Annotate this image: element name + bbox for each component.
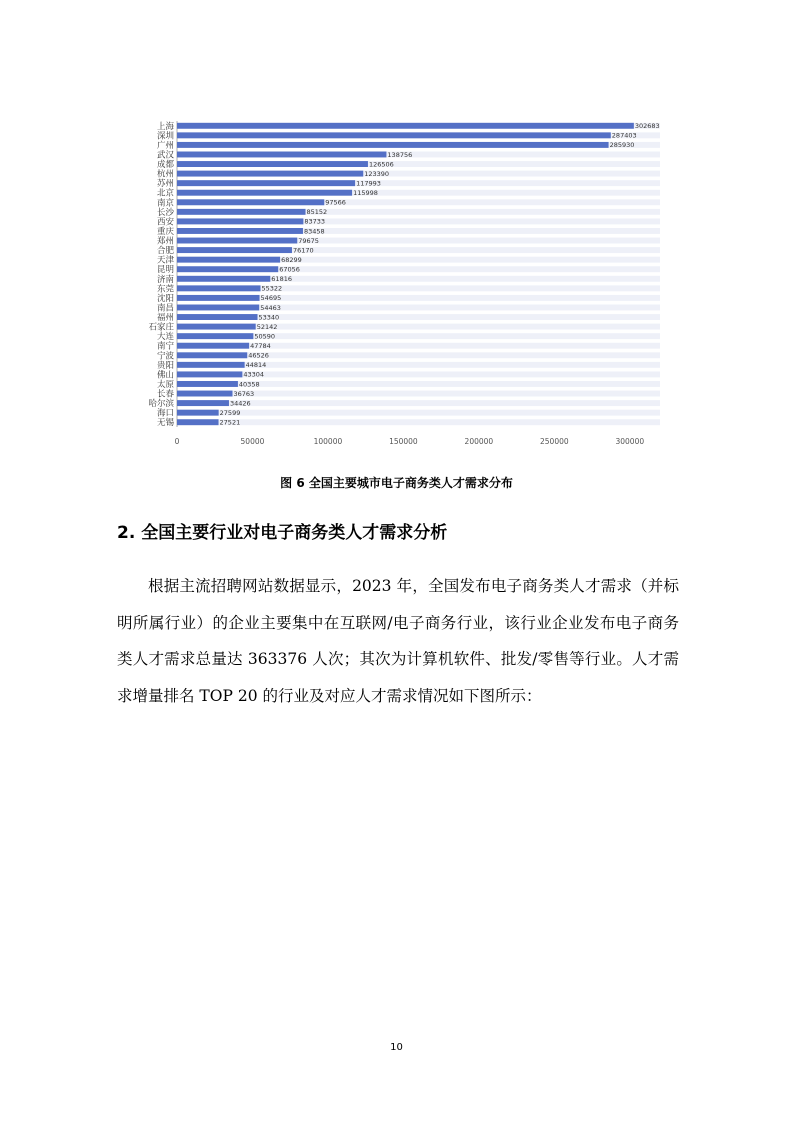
category-label: 重庆: [156, 226, 174, 237]
category-label: 北京: [156, 188, 174, 199]
category-label: 杭州: [156, 169, 174, 180]
category-label: 南京: [156, 198, 174, 209]
bar-background-band: [177, 419, 660, 425]
bar: [177, 391, 232, 397]
bar: [177, 295, 260, 301]
data-label: 83458: [303, 227, 325, 236]
body-paragraph: 根据主流招聘网站数据显示，2023 年，全国发布电子商务类人才需求（并标明所属行业）的企业主要集中在互联网/电子商务行业，该行业企业发布电子商务类人才需求总量达 363376 人次；其次为计算机软件、批发/零售等行业。人才需求增量排名 TOP 20 的行业及对应人才需求情况如下图所示：: [117, 577, 679, 705]
data-label: 68299: [281, 255, 302, 264]
data-label: 123390: [364, 169, 390, 178]
bar: [177, 333, 253, 339]
bar: [177, 285, 261, 291]
data-label: 46526: [248, 351, 269, 360]
category-label: 大连: [156, 332, 174, 343]
bar: [177, 266, 278, 272]
category-label: 南宁: [156, 341, 174, 352]
data-label: 54463: [260, 303, 281, 312]
bar: [177, 400, 229, 406]
bar: [177, 209, 306, 215]
x-tick-label: 0: [174, 437, 180, 446]
data-label: 27521: [219, 418, 241, 427]
category-label: 昆明: [156, 265, 174, 276]
bar: [177, 247, 292, 253]
data-label: 79675: [298, 236, 319, 245]
data-label: 287403: [611, 131, 637, 140]
bar: [177, 180, 355, 186]
data-label: 27599: [219, 408, 241, 417]
data-label: 76170: [292, 246, 314, 255]
bar: [177, 352, 247, 358]
x-tick-label: 250000: [540, 437, 569, 446]
bar: [177, 190, 352, 196]
x-tick-label: 100000: [313, 437, 343, 446]
data-label: 61816: [271, 275, 292, 284]
bar: [177, 314, 258, 320]
data-label: 36763: [233, 389, 255, 398]
bar: [177, 381, 238, 387]
data-label: 138756: [387, 150, 413, 159]
category-label: 哈尔滨: [148, 399, 174, 410]
data-label: 34426: [229, 399, 251, 408]
bar: [177, 152, 386, 158]
data-label: 52142: [256, 322, 278, 331]
data-label: 83733: [304, 217, 326, 226]
data-label: 53340: [258, 313, 280, 322]
section-heading: 2. 全国主要行业对电子商务类人才需求分析: [117, 523, 448, 543]
x-tick-label: 150000: [389, 437, 418, 446]
bar: [177, 199, 324, 205]
category-label: 西安: [156, 217, 174, 228]
category-label: 佛山: [156, 370, 174, 381]
category-label: 海口: [156, 408, 174, 419]
category-label: 郑州: [156, 236, 174, 247]
data-label: 115998: [353, 189, 378, 198]
category-label: 长春: [156, 389, 174, 400]
bar: [177, 410, 219, 416]
category-label: 天津: [156, 255, 174, 266]
page-number: 10: [390, 1042, 403, 1053]
chart-canvas: [130, 112, 660, 447]
category-label: 成都: [156, 160, 174, 171]
data-label: 302683: [634, 122, 660, 131]
category-label: 无锡: [156, 418, 174, 429]
x-tick-label: 200000: [464, 437, 494, 446]
category-label: 深圳: [156, 131, 174, 142]
bar: [177, 276, 270, 282]
category-label: 太原: [156, 379, 174, 390]
data-label: 50590: [254, 332, 276, 341]
figure-caption: 图 6 全国主要城市电子商务类人才需求分布: [280, 476, 513, 490]
bar: [177, 343, 249, 349]
data-label: 126506: [368, 160, 394, 169]
data-label: 47784: [250, 342, 271, 351]
x-tick-label: 50000: [240, 437, 265, 446]
category-label: 苏州: [156, 179, 174, 190]
data-label: 43304: [243, 370, 265, 379]
bar: [177, 419, 219, 425]
x-tick-label: 300000: [615, 437, 645, 446]
category-label: 上海: [156, 121, 174, 132]
category-label: 宁波: [156, 351, 174, 362]
category-label: 石家庄: [148, 322, 174, 333]
data-label: 285930: [609, 141, 635, 150]
category-label: 广州: [156, 140, 174, 151]
bar: [177, 228, 303, 234]
bar: [177, 371, 242, 377]
bar: [177, 142, 609, 148]
category-label: 济南: [156, 274, 174, 285]
data-label: 44814: [245, 361, 267, 370]
bar-background-band: [177, 410, 660, 416]
data-label: 54695: [260, 294, 282, 303]
bar: [177, 238, 297, 244]
bar: [177, 171, 363, 177]
data-label: 117993: [356, 179, 381, 188]
category-label: 贵阳: [156, 360, 174, 371]
bar: [177, 324, 256, 330]
category-label: 南昌: [156, 303, 174, 314]
bar: [177, 362, 245, 368]
bar: [177, 161, 368, 167]
category-label: 沈阳: [156, 293, 174, 304]
bar: [177, 257, 280, 263]
data-label: 67056: [279, 265, 300, 274]
data-label: 40358: [238, 380, 260, 389]
bar: [177, 305, 259, 311]
category-label: 福州: [156, 313, 174, 324]
data-label: 97566: [325, 198, 346, 207]
category-label: 东莞: [156, 284, 174, 295]
data-label: 85152: [306, 208, 328, 217]
bar: [177, 218, 303, 224]
bar: [177, 132, 611, 138]
category-label: 合肥: [156, 246, 174, 257]
category-label: 武汉: [156, 150, 174, 161]
category-label: 长沙: [156, 207, 174, 218]
bar: [177, 123, 634, 129]
data-label: 55322: [261, 284, 283, 293]
city-demand-bar-chart: [130, 112, 660, 447]
